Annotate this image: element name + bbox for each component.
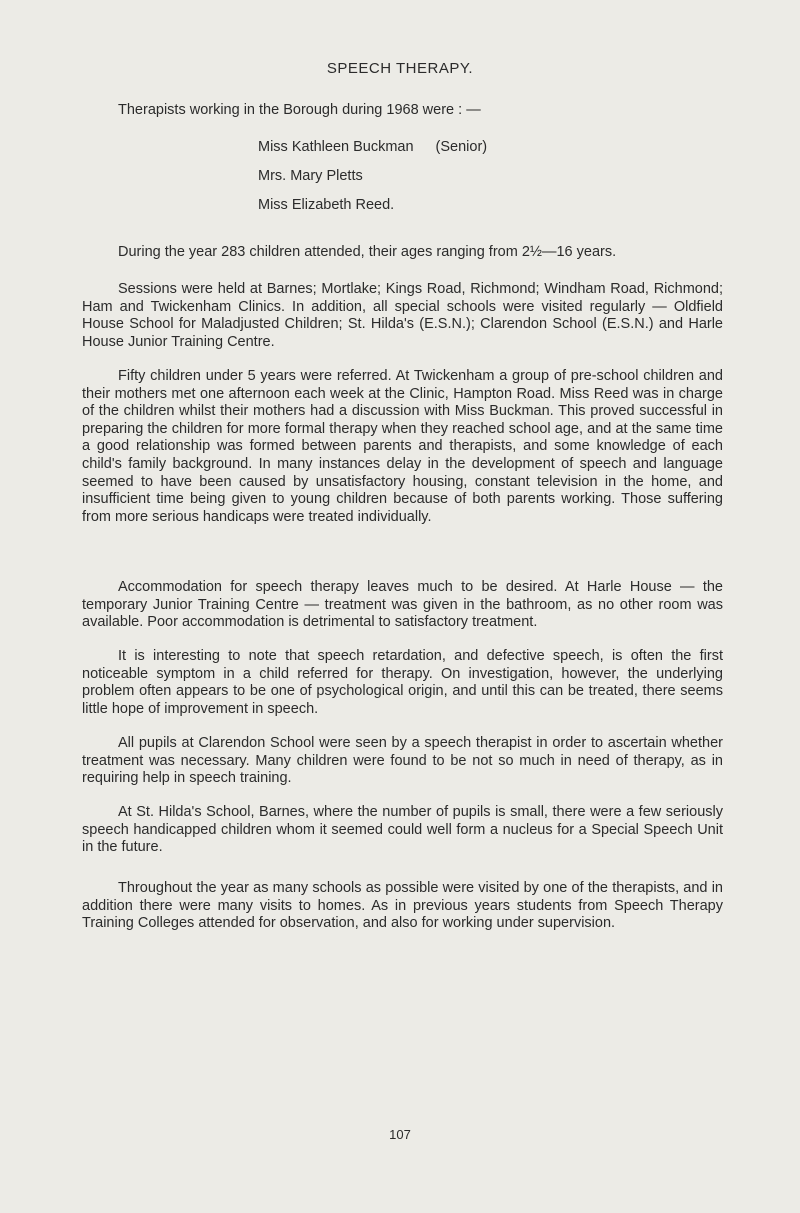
therapist-entry [258,138,487,167]
therapist-name: Miss Elizabeth Reed. [258,197,395,213]
therapist-list [258,138,487,225]
therapist-entry [258,196,487,225]
therapist-name: Mrs. Mary Pletts [258,168,363,184]
therapist-name: Miss Kathleen Buckman [258,139,414,155]
paragraph-visits: Throughout the year as many schools as possible were visited by one of the therapists, and in addition there were many visits to homes. As in previous years students from Speech Therapy Training Colleges attended for observation, and also for working under supervision. [82,880,723,932]
therapist-role: (Senior) [435,139,488,155]
paragraph-sessions: Sessions were held at Barnes; Mortlake; Kings Road, Richmond; Windham Road, Richmond; Ham and Twickenham Clinics. In addition, all special schools were visited regularly — Oldfield House School for Maladjusted Children; St. Hilda's (E.S.N.); Clarendon School (E.S.N.) and Harle House Junior Training Centre. [82,281,723,350]
intro-line: Therapists working in the Borough during 1968 were : — [118,102,481,118]
paragraph-clarendon: All pupils at Clarendon School were seen by a speech therapist in order to ascertain whether treatment was necessary. Many children were found to be not so much in need of therapy, as in requiring help in speech training. [82,735,723,787]
therapist-entry [258,167,487,196]
page-title: SPEECH THERAPY. [326,60,474,77]
paragraph-accommodation: Accommodation for speech therapy leaves much to be desired. At Harle House — the temporary Junior Training Centre — treatment was given in the bathroom, as no other room was available. Poor accommodation is detrimental to satisfactory treatment. [82,579,723,631]
paragraph-pre-school: Fifty children under 5 years were referred. At Twickenham a group of pre-school children and their mothers met one afternoon each week at the Clinic, Hampton Road. Miss Reed was in charge of the children whilst their mothers had a discussion with Miss Buckman. This proved successful in preparing the children for more formal therapy when they reached school age, and at the same time a good relationship was formed between parents and therapists, and some knowledge of each child's family background. In many instances delay in the development of speech and language seemed to have been caused by unsatisfactory housing, constant television in the home, and insufficient time being given to young children because of both parents working. Those suffering from more serious handicaps were treated individually. [82,368,723,525]
page-number: 107 [389,1127,411,1142]
paragraph-attendance: During the year 283 children attended, their ages ranging from 2½—16 years. [118,244,617,260]
paragraph-retardation: It is interesting to note that speech retardation, and defective speech, is often the first noticeable symptom in a child referred for therapy. On investigation, however, the underlying problem often appears to be one of psychological origin, and until this can be treated, there seems little hope of improvement in speech. [82,648,723,717]
paragraph-st-hildas: At St. Hilda's School, Barnes, where the number of pupils is small, there were a few seriously speech handicapped children whom it seemed could well form a nucleus for a Special Speech Unit in the future. [82,804,723,856]
